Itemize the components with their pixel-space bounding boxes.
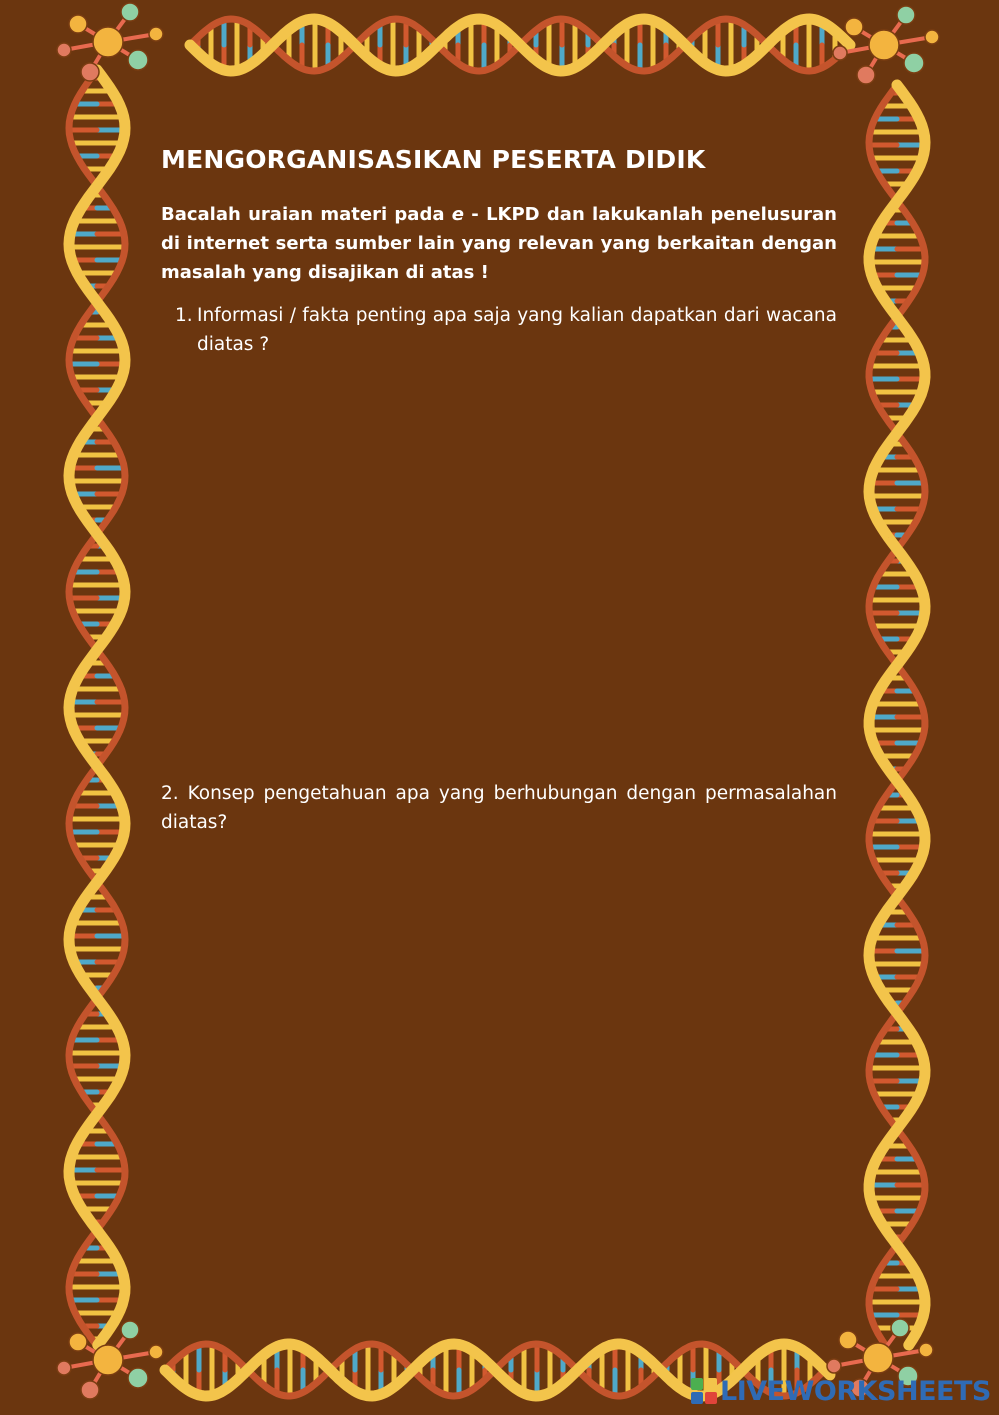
instruction-text: Bacalah uraian materi pada e - LKPD dan lakukanlah penelusuran di internet serta sumber lain yang relevan yang berkaitan dengan masalah yang disajikan di atas ! — [161, 204, 837, 283]
liveworksheets-logo-icon — [690, 1377, 718, 1405]
liveworksheets-logo — [690, 1376, 991, 1406]
question-1 — [175, 301, 837, 359]
question-1-number: 1. — [175, 305, 193, 326]
question-1-text: Informasi / fakta penting apa saja yang kalian dapatkan dari wacana diatas ? — [197, 305, 837, 355]
question-2-text: 2. Konsep pengetahuan apa yang berhubungan dengan permasalahan diatas? — [161, 783, 837, 833]
page-title: MENGORGANISASIKAN PESERTA DIDIK — [161, 145, 706, 174]
answer-area-2[interactable] — [161, 850, 837, 1280]
liveworksheets-logo-text: LIVEWORKSHEETS — [720, 1375, 991, 1407]
answer-area-1[interactable] — [161, 370, 837, 760]
